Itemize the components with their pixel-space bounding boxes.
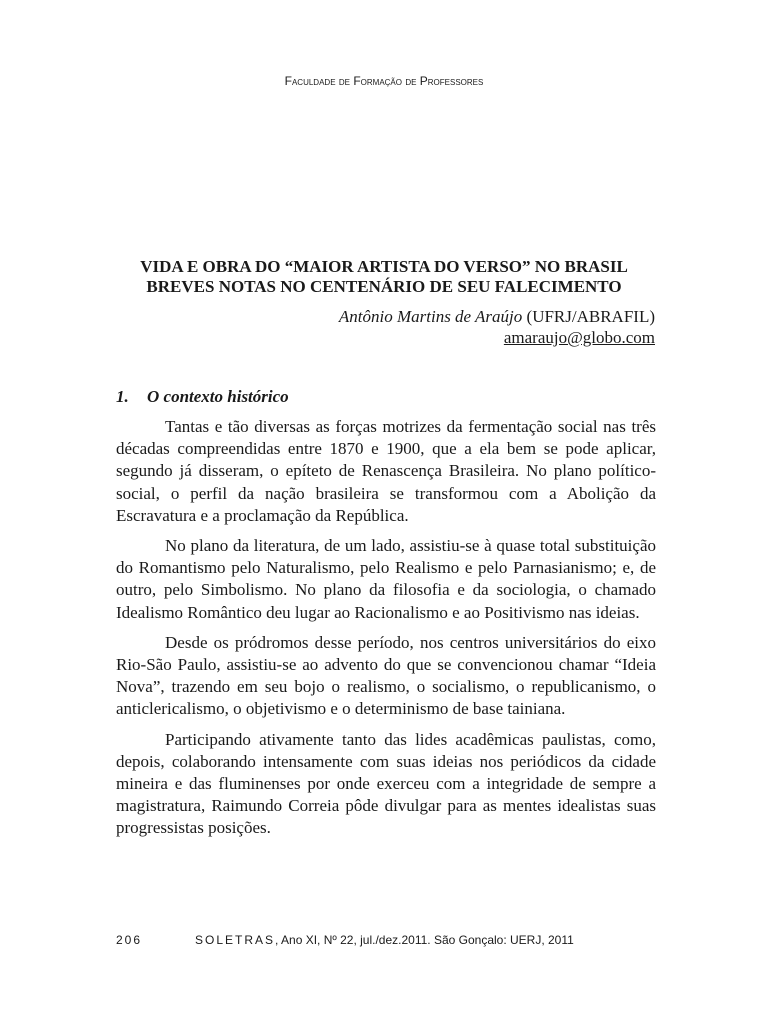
- paragraph: Participando ativamente tanto das lides acadêmicas paulistas, como, depois, colaborando intensamente com suas ideias nos periódicos da cidade mineira e das fluminenses por onde exerceu com a integridade de sempre a magistratura, Raimundo Correia pôde divulgar para as mentes idealistas suas progressistas posições.: [116, 729, 656, 838]
- footer-citation: [195, 933, 574, 947]
- section-heading: [116, 387, 289, 407]
- author-affiliation: (UFRJ/ABRAFIL): [522, 307, 655, 326]
- running-head: [0, 74, 768, 88]
- title-line-2: BREVES NOTAS NO CENTENÁRIO DE SEU FALECIMENTO: [146, 277, 622, 296]
- article-title: [110, 257, 658, 297]
- section-title: O contexto histórico: [147, 387, 289, 406]
- author-name: Antônio Martins de Araújo: [338, 307, 523, 326]
- paragraph: Tantas e tão diversas as forças motrizes da fermentação social nas três décadas compreendidas entre 1870 e 1900, que a ela bem se pode aplicar, segundo já disseram, o epíteto de Renascença Brasileira. No plano político-social, o perfil da nação brasileira se transformou com a Abolição da Escravatura e a proclamação da República.: [116, 417, 656, 525]
- author-email-link[interactable]: amaraujo@globo.com: [503, 328, 655, 347]
- author-line: [339, 306, 655, 328]
- section-number: 1.: [116, 387, 129, 406]
- title-line-1: VIDA E OBRA DO “MAIOR ARTISTA DO VERSO” NO BRASIL: [140, 257, 628, 276]
- body-text: [116, 416, 656, 848]
- citation-details: , Ano XI, Nº 22, jul./dez.2011. São Gonçalo: UERJ, 2011: [275, 933, 574, 947]
- page-number: 206: [116, 933, 143, 947]
- journal-name: SOLETRAS: [195, 933, 276, 947]
- paragraph: Desde os pródromos desse período, nos centros universitários do eixo Rio-São Paulo, assistiu-se ao advento do que se convencionou chamar “Ideia Nova”, trazendo em seu bojo o realismo, o socialismo, o republicanismo, o anticlericalismo, o objetivismo e o determinismo de base tainiana.: [116, 632, 656, 719]
- running-head-text: Faculdade de Formação de Professores: [284, 74, 484, 88]
- paragraph: No plano da literatura, de um lado, assistiu-se à quase total substituição do Romantismo pelo Naturalismo, pelo Realismo e pelo Parnasianismo; e, de outro, pelo Simbolismo. No plano da filosofia e da sociologia, o chamado Idealismo Romântico deu lugar ao Racionalismo e ao Positivismo nas ideias.: [116, 536, 656, 622]
